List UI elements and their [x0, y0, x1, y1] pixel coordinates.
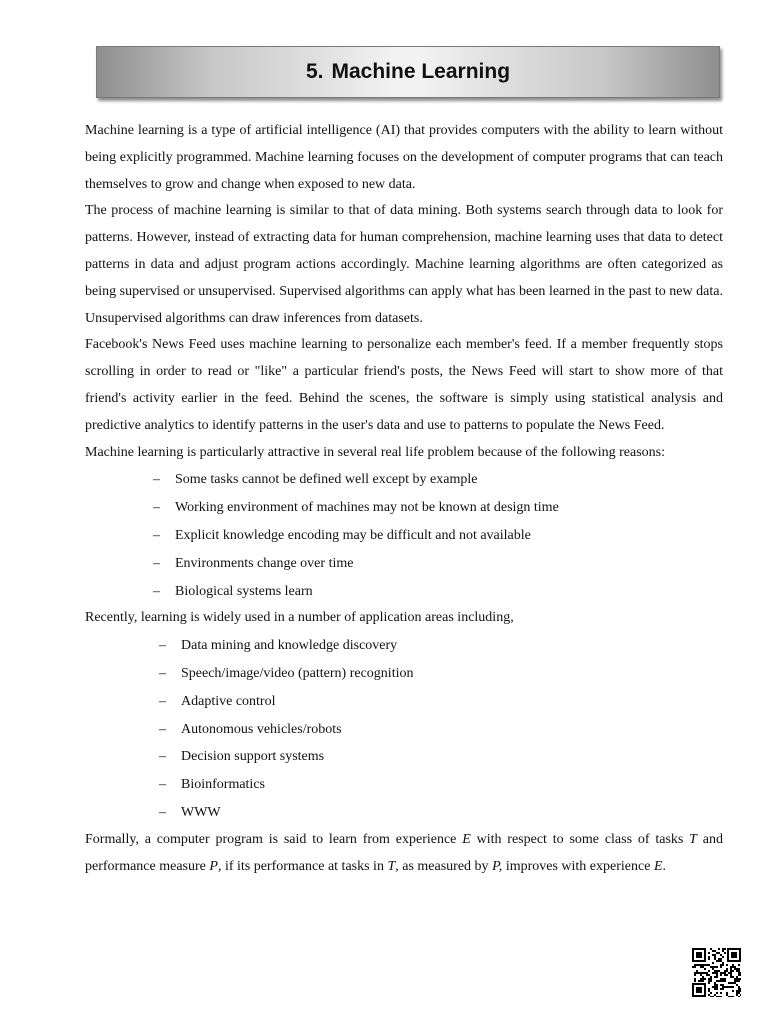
document-body [85, 118, 723, 880]
chapter-title [306, 60, 510, 84]
paragraph-applications-intro: Recently, learning is widely used in a number of application areas including, [85, 610, 514, 626]
dash-bullet-icon: – [159, 721, 166, 737]
chapter-title-banner [96, 46, 720, 98]
qr-code-icon [692, 948, 741, 997]
list-item: – Autonomous vehicles/robots [181, 716, 723, 744]
reasons-list [85, 466, 723, 605]
chapter-title-text: Machine Learning [331, 60, 511, 83]
paragraph-process: The process of machine learning is similar to that of data mining. Both systems search through data to look for patterns. However, instead of extracting data for human comprehension, machine learning uses that data to detect patterns in data and adjust program actions accordingly. Machine learning algorithms are often categorized as being supervised or unsupervised. Supervised algorithms can apply what has been learned in the past to new data. Unsupervised algorithms can draw inferences from datasets. [85, 203, 723, 326]
paragraph-formal-definition: Formally, a computer program is said to learn from experience E with respect to some class of tasks T and performance measure P, if its performance at tasks in T, as measured by P, improves with experience E. [85, 831, 723, 874]
list-item: – Data mining and knowledge discovery [181, 632, 723, 660]
applications-list [85, 632, 723, 827]
dash-bullet-icon: – [153, 527, 160, 543]
dash-bullet-icon: – [159, 749, 166, 765]
dash-bullet-icon: – [159, 693, 166, 709]
paragraph-facebook-example: Facebook's News Feed uses machine learning to personalize each member's feed. If a member frequently stops scrolling in order to read or "like" a particular friend's posts, the News Feed will start to show more of that friend's activity earlier in the feed. Behind the scenes, the software is simply using statistical analysis and predictive analytics to identify patterns in the user's data and use to patterns to populate the News Feed. [85, 337, 723, 433]
list-item: – Biological systems learn [175, 578, 723, 606]
paragraph-reasons-intro: Machine learning is particularly attractive in several real life problem because of the following reasons: [85, 444, 665, 460]
list-item: – Explicit knowledge encoding may be difficult and not available [175, 522, 723, 550]
dash-bullet-icon: – [159, 638, 166, 654]
list-item: – Environments change over time [175, 550, 723, 578]
dash-bullet-icon: – [159, 777, 166, 793]
dash-bullet-icon: – [159, 665, 166, 681]
list-item: – WWW [181, 799, 723, 827]
list-item: – Adaptive control [181, 688, 723, 716]
dash-bullet-icon: – [153, 472, 160, 488]
list-item: – Working environment of machines may not be known at design time [175, 494, 723, 522]
dash-bullet-icon: – [159, 804, 166, 820]
dash-bullet-icon: – [153, 500, 160, 516]
list-item: – Decision support systems [181, 743, 723, 771]
list-item: – Bioinformatics [181, 771, 723, 799]
list-item: – Speech/image/video (pattern) recognition [181, 660, 723, 688]
paragraph-intro: Machine learning is a type of artificial intelligence (AI) that provides computers with the ability to learn without being explicitly programmed. Machine learning focuses on the development of computer programs that can teach themselves to grow and change when exposed to new data. [85, 123, 723, 192]
dash-bullet-icon: – [153, 583, 160, 599]
chapter-number: 5. [305, 60, 324, 83]
list-item: – Some tasks cannot be defined well except by example [175, 466, 723, 494]
dash-bullet-icon: – [153, 555, 160, 571]
